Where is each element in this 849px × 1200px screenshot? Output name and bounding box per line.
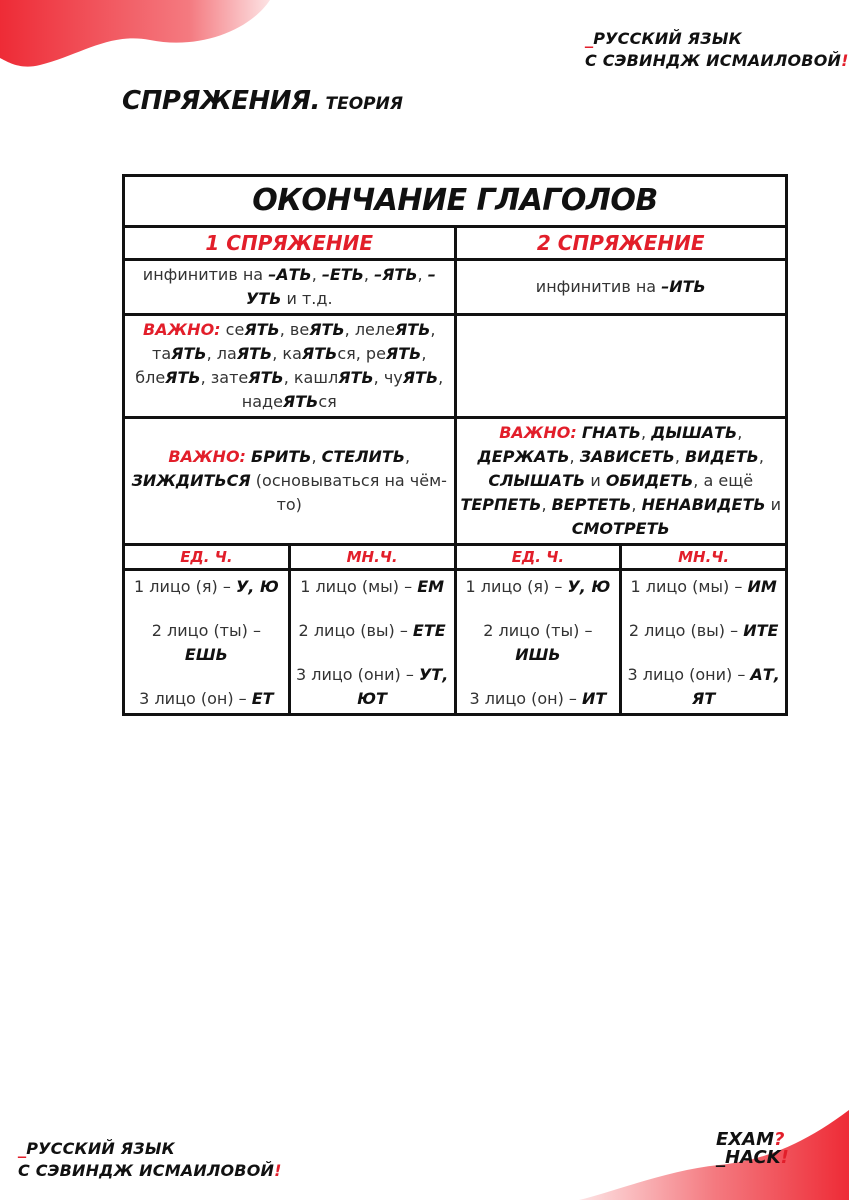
logo-line-1: EXAM bbox=[716, 1129, 775, 1150]
subheader-singular-2: ЕД. Ч. bbox=[455, 545, 621, 570]
top-left-decoration bbox=[0, 0, 270, 80]
person-ending: 1 лицо (мы) – ЕМ bbox=[300, 577, 445, 596]
page-title-sub: ТЕОРИЯ bbox=[325, 94, 403, 114]
brand-exclamation: ! bbox=[841, 51, 849, 70]
person-ending: 3 лицо (он) – ЕТ bbox=[139, 689, 274, 708]
infinitive-rule-2: инфинитив на –ИТЬ bbox=[455, 260, 787, 315]
endings-singular-conj-2 bbox=[455, 570, 621, 715]
subheader-singular-1: ЕД. Ч. bbox=[124, 545, 290, 570]
page-title-main: СПРЯЖЕНИЯ. bbox=[122, 86, 320, 116]
exam-hack-logo bbox=[716, 1131, 806, 1167]
person-ending: 2 лицо (вы) – ЕТЕ bbox=[298, 621, 446, 640]
logo-dash: _ bbox=[716, 1147, 725, 1168]
page-title bbox=[122, 86, 403, 116]
person-ending: 1 лицо (я) – У, Ю bbox=[134, 577, 279, 596]
person-ending: 2 лицо (вы) – ИТЕ bbox=[628, 621, 779, 640]
endings-plural-conj-2 bbox=[621, 570, 787, 715]
brand-exclamation: ! bbox=[274, 1161, 282, 1180]
person-ending: 2 лицо (ты) – ЕШЬ bbox=[151, 621, 261, 664]
logo-line-2: HACK bbox=[725, 1147, 781, 1168]
brand-dash: _ bbox=[18, 1139, 27, 1158]
table-title: ОКОНЧАНИЕ ГЛАГОЛОВ bbox=[124, 176, 787, 227]
header-conjugation-2: 2 СПРЯЖЕНИЕ bbox=[455, 227, 787, 260]
brand-line-2: С СЭВИНДЖ ИСМАИЛОВОЙ bbox=[585, 51, 842, 70]
brand-top bbox=[585, 28, 849, 72]
brand-line-1: РУССКИЙ ЯЗЫК bbox=[26, 1139, 175, 1158]
brand-bottom bbox=[18, 1138, 282, 1182]
endings-singular-conj-1 bbox=[124, 570, 290, 715]
header-conjugation-1: 1 СПРЯЖЕНИЕ bbox=[124, 227, 456, 260]
subheader-plural-2: МН.Ч. bbox=[621, 545, 787, 570]
exceptions-list-2: ВАЖНО: БРИТЬ, СТЕЛИТЬ, ЗИЖДИТЬСЯ (основываться на чём-то) bbox=[124, 418, 456, 545]
exceptions-empty-cell bbox=[455, 315, 787, 418]
conjugation-table bbox=[122, 174, 788, 716]
person-ending: 1 лицо (я) – У, Ю bbox=[465, 577, 611, 596]
brand-dash: _ bbox=[585, 29, 594, 48]
subheader-plural-1: МН.Ч. bbox=[289, 545, 455, 570]
exceptions-list-1: ВАЖНО: сеЯТЬ, веЯТЬ, лелеЯТЬ, таЯТЬ, лаЯТЬ, каЯТЬся, реЯТЬ, блеЯТЬ, затеЯТЬ, кашлЯТЬ, чуЯТЬ, надеЯТЬся bbox=[124, 315, 456, 418]
brand-line-2: С СЭВИНДЖ ИСМАИЛОВОЙ bbox=[18, 1161, 275, 1180]
person-ending: 2 лицо (ты) – ИШЬ bbox=[483, 621, 593, 664]
endings-plural-conj-1 bbox=[289, 570, 455, 715]
infinitive-rule-1: инфинитив на –АТЬ, –ЕТЬ, –ЯТЬ, –УТЬ и т.д. bbox=[124, 260, 456, 315]
brand-line-1: РУССКИЙ ЯЗЫК bbox=[593, 29, 742, 48]
person-ending: 3 лицо (они) – АТ, ЯТ bbox=[627, 665, 780, 708]
person-ending: 1 лицо (мы) – ИМ bbox=[630, 577, 777, 596]
logo-question-mark: ? bbox=[774, 1129, 785, 1150]
person-ending: 3 лицо (они) – УТ, ЮТ bbox=[295, 665, 449, 708]
logo-exclamation: ! bbox=[780, 1147, 789, 1168]
person-ending: 3 лицо (он) – ИТ bbox=[469, 689, 607, 708]
exceptions-list-3: ВАЖНО: ГНАТЬ, ДЫШАТЬ, ДЕРЖАТЬ, ЗАВИСЕТЬ, ВИДЕТЬ, СЛЫШАТЬ и ОБИДЕТЬ, а ещё ТЕРПЕТЬ, ВЕРТЕТЬ, НЕНАВИДЕТЬ и СМОТРЕТЬ bbox=[455, 418, 787, 545]
